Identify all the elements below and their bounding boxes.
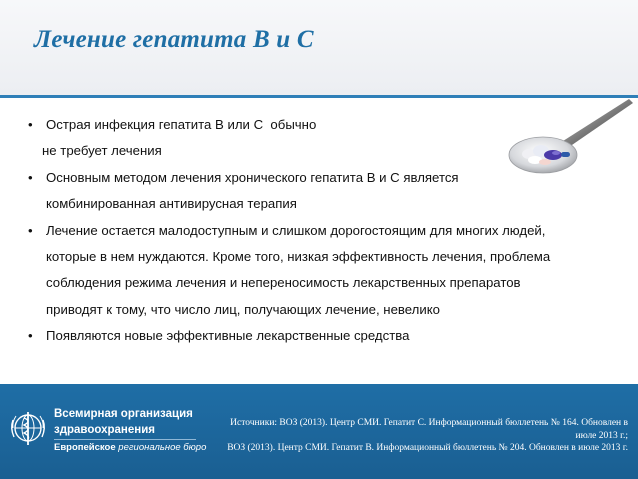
source-line: Источники: ВОЗ (2013). Центр СМИ. Гепатит С. Информационный бюллетень № 164. Обновлен в bbox=[230, 418, 628, 428]
bullet-marker: • bbox=[28, 328, 33, 344]
slide-title: Лечение гепатита В и С bbox=[34, 26, 314, 53]
org-name-line2: здравоохранения bbox=[54, 424, 156, 436]
source-line: июле 2013 г.; bbox=[575, 430, 628, 441]
org-region bbox=[54, 442, 206, 453]
bullet-text-line: Острая инфекция гепатита В или С обычно bbox=[46, 117, 317, 132]
list-item bbox=[24, 323, 614, 349]
bullet-text-line: соблюдения режима лечения и непереносимость лекарственных препаратов bbox=[46, 275, 521, 291]
bullet-text-line: приводят к тому, что число лиц, получающих лечение, невелико bbox=[46, 301, 440, 317]
org-name-line1: Всемирная организация bbox=[54, 408, 193, 420]
list-item bbox=[24, 112, 614, 165]
bullet-marker: • bbox=[28, 117, 33, 132]
bullet-text-line: Лечение остается малодоступным и слишком дорогостоящим для многих людей, bbox=[46, 222, 546, 238]
bullet-marker: • bbox=[28, 222, 33, 238]
bullet-text-line: которые в нем нуждаются. Кроме того, низкая эффективность лечения, проблема bbox=[46, 249, 551, 265]
footer-divider bbox=[54, 439, 196, 440]
bullet-text-line: Появляются новые эффективные лекарственные средства bbox=[46, 328, 410, 344]
bullet-text-line: не требует лечения bbox=[42, 143, 162, 159]
bullet-marker: • bbox=[28, 169, 33, 185]
footer-band bbox=[0, 384, 638, 479]
source-line: ВОЗ (2013). Центр СМИ. Гепатит В. Информационный бюллетень № 204. Обновлен в июле 2013 г. bbox=[227, 443, 628, 453]
sources-citation bbox=[200, 417, 628, 455]
region-bold: Европейское bbox=[54, 442, 116, 453]
who-emblem-icon bbox=[8, 408, 48, 448]
region-light: региональное бюро bbox=[118, 442, 207, 453]
bullet-text-line: комбинированная антивирусная терапия bbox=[46, 196, 297, 212]
list-item bbox=[24, 218, 614, 324]
title-band bbox=[0, 0, 638, 95]
list-item bbox=[24, 165, 614, 218]
bullet-text-line: Основным методом лечения хронического гепатита В и С является bbox=[46, 169, 459, 185]
bullet-list bbox=[24, 112, 614, 350]
